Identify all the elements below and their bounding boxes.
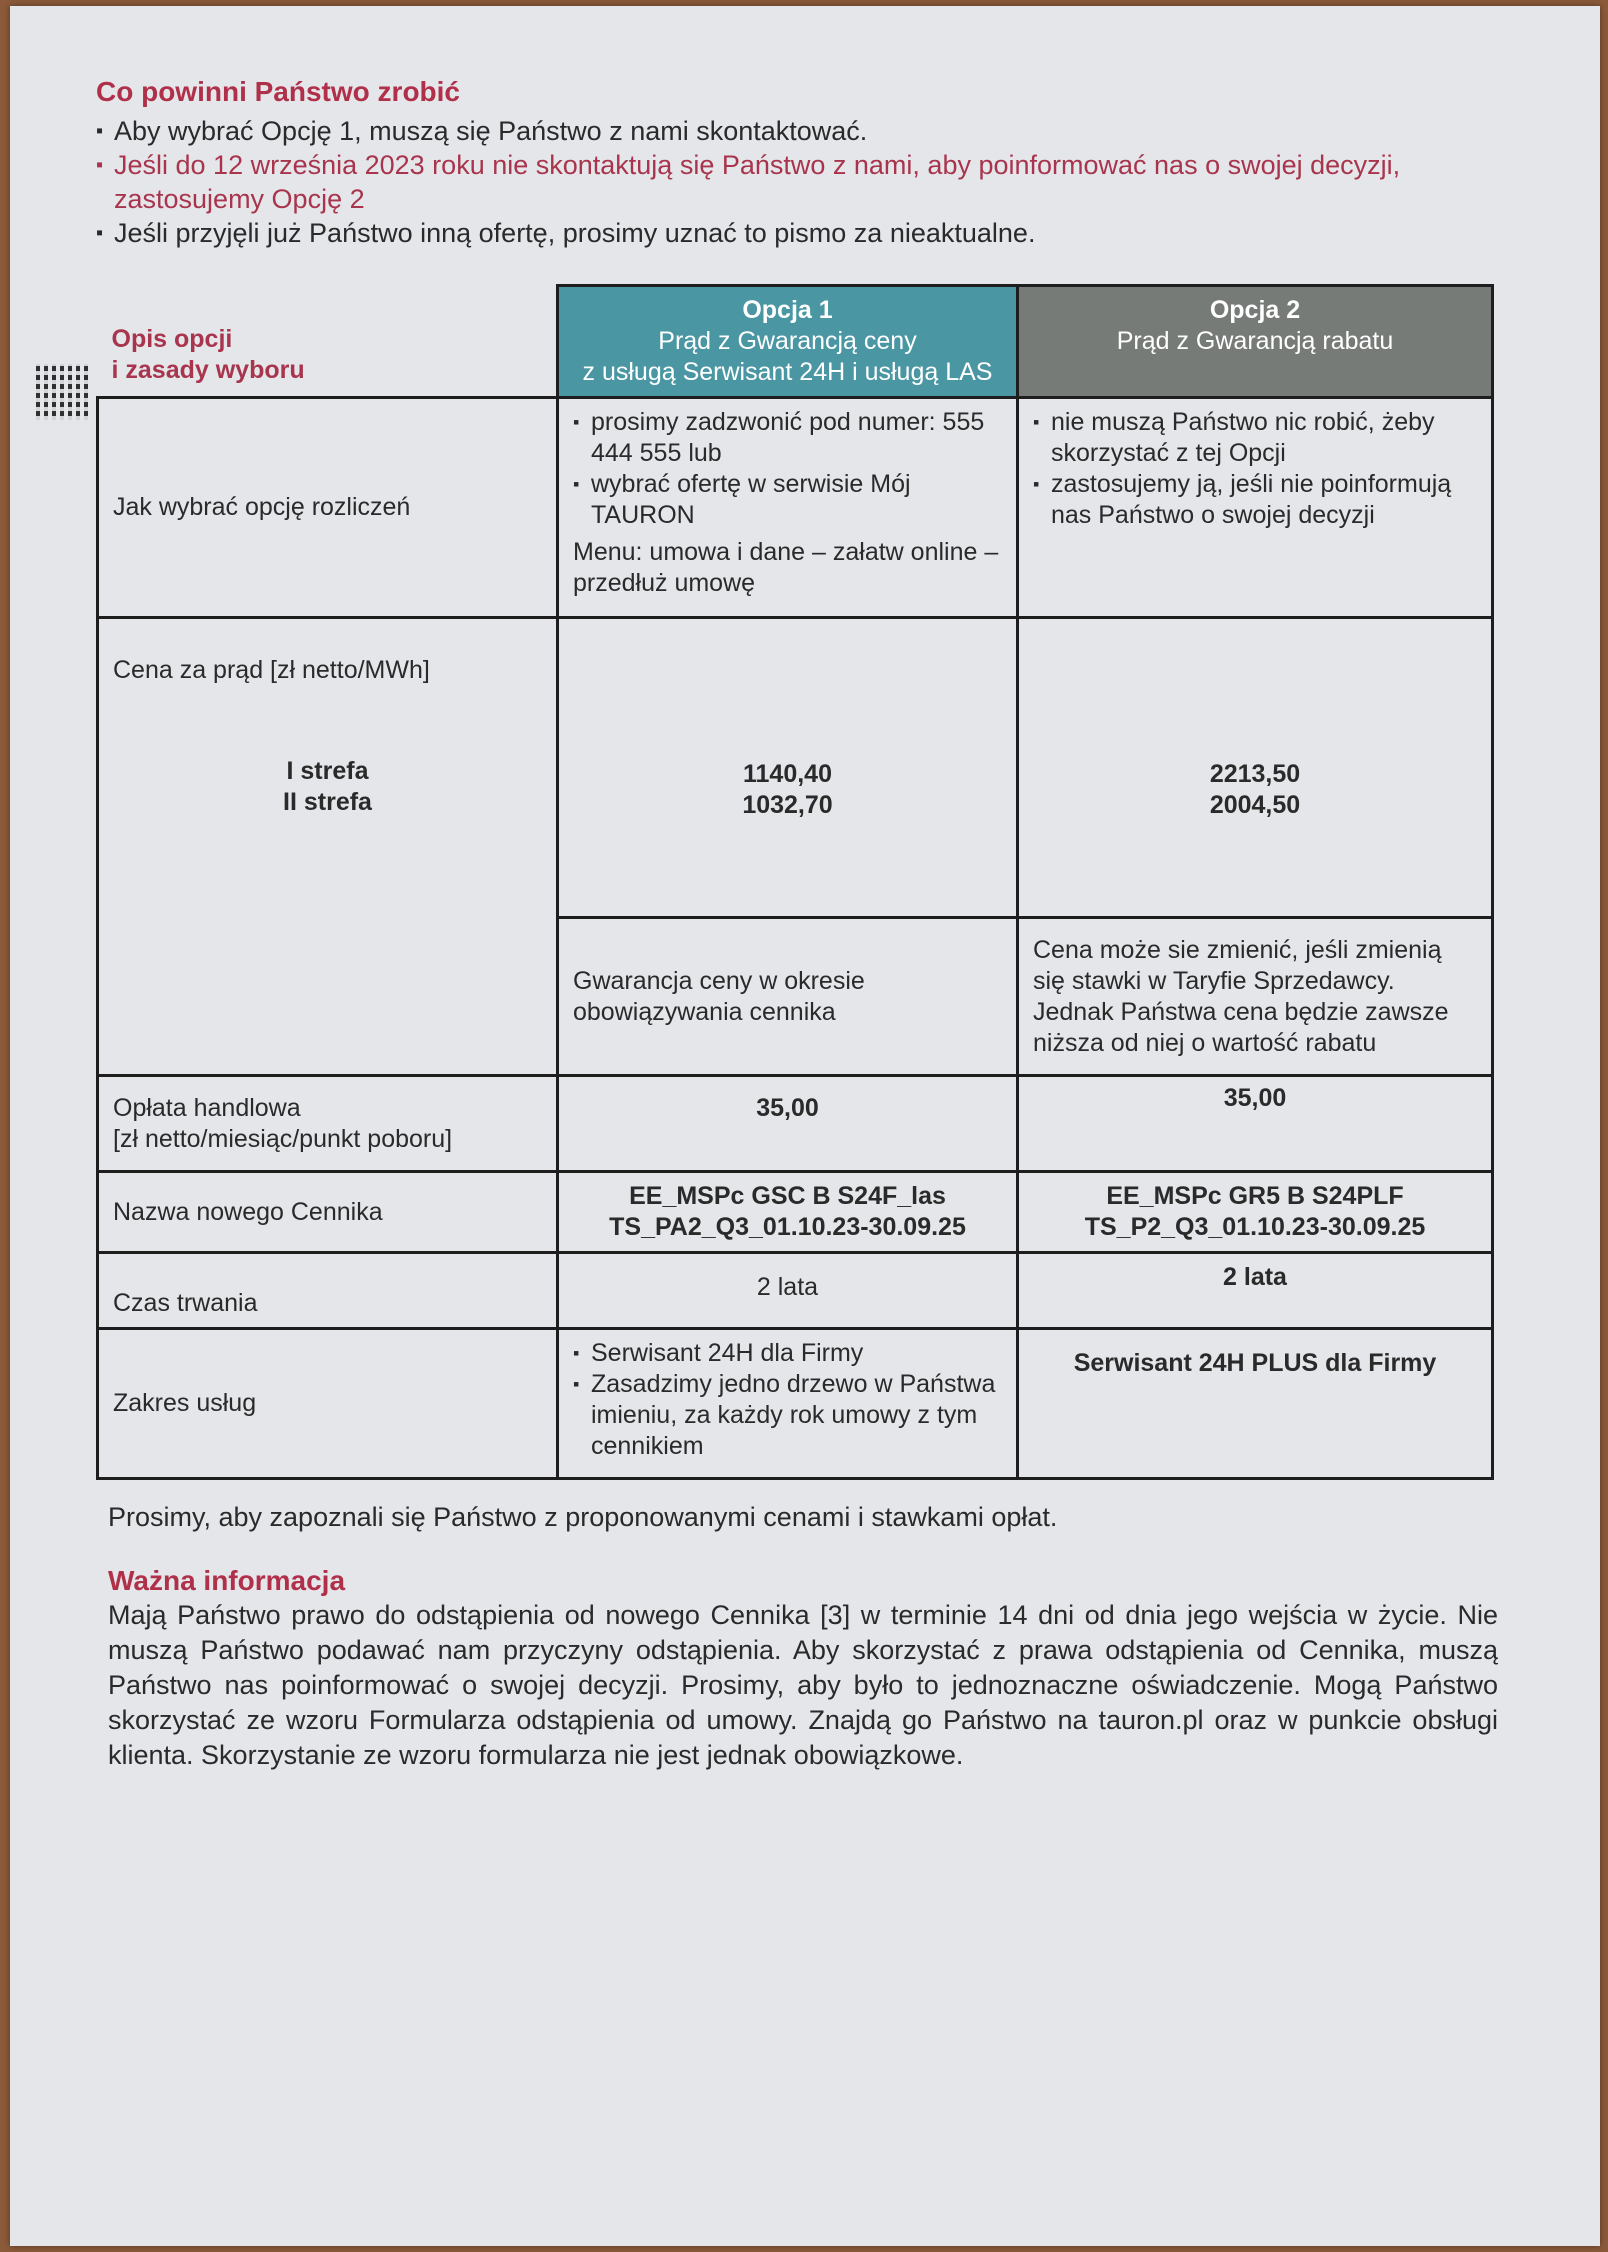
table-row-services: [98, 1329, 1493, 1479]
row-label: Cena za prąd [zł netto/MWh]: [113, 656, 430, 684]
option-1-tariff-period: TS_PA2_Q3_01.10.23-30.09.25: [609, 1213, 966, 1241]
option-2-tariff: [1018, 1172, 1493, 1253]
option-1-cell: [558, 398, 1018, 618]
important-info-heading: Ważna informacja: [108, 1565, 346, 1596]
option-2-bullet: ▪ zastosujemy ją, jeśli nie poinformują nas Państwo o swojej decyzji: [1033, 469, 1477, 531]
row-label: Nazwa nowego Cennika: [98, 1172, 558, 1253]
option-1-bullet: ▪ prosimy zadzwonić pod numer: 555 444 555 lub: [573, 407, 1002, 469]
option-1-tariff-code: EE_MSPc GSC B S24F_las: [629, 1182, 946, 1210]
option-2-subtitle: Prąd z Gwarancją rabatu: [1116, 327, 1394, 355]
header-description: [98, 286, 558, 398]
table-row-fee: [98, 1076, 1493, 1172]
section-heading: Co powinni Państwo zrobić: [96, 76, 460, 107]
option-2-price-note: Cena może sie zmienić, jeśli zmienią się stawki w Taryfie Sprzedawcy. Jednak Państwa cena będzie zawsze niższa od niej o wartość rabatu: [1018, 918, 1493, 1076]
option-2-bullet: ▪ nie muszą Państwo nic robić, żeby skorzystać z tej Opcji: [1033, 407, 1477, 469]
row-label: Jak wybrać opcję rozliczeń: [98, 398, 558, 618]
option-2-prices: [1018, 618, 1493, 918]
option-2-tariff-code: EE_MSPc GR5 B S24PLF: [1106, 1182, 1404, 1210]
option-2-title: Opcja 2: [1209, 296, 1301, 324]
important-info-body: Mają Państwo prawo do odstąpienia od nowego Cennika [3] w terminie 14 dni od dnia jego wejścia w życie. Nie muszą Państwo podawać nam przyczyny odstąpienia. Aby skorzystać z prawa odstąpienia od Cennika, muszą Państwo nas poinformować o swojej decyzji. Prosimy, aby było to jednoznaczne oświadczenie. Mogą Państwo skorzystać ze wzoru Formularza odstąpienia od umowy. Znajdą go Państwo na tauron.pl oraz w punkcie obsługi klienta. Skorzystanie ze wzoru formularza nie jest jednak obowiązkowe.: [108, 1600, 1498, 1770]
option-1-duration: 2 lata: [558, 1253, 1018, 1329]
option-1-prices: [558, 618, 1018, 918]
important-info-section: [108, 1500, 1498, 1773]
option-1-title: Opcja 1: [742, 296, 833, 324]
datamatrix-code: [36, 364, 92, 420]
option-2-duration: 2 lata: [1018, 1253, 1493, 1329]
option-1-zone-2-price: 1032,70: [742, 791, 833, 819]
row-label: Opłata handlowa: [113, 1094, 301, 1122]
letter-page: [10, 6, 1600, 2246]
table-row-tariff: [98, 1172, 1493, 1253]
row-label: Zakres usług: [98, 1329, 558, 1479]
table-header-row: [98, 286, 1493, 398]
instruction-item: ▪ Jeśli przyjęli już Państwo inną ofertę, prosimy uznać to pismo za nieaktualne.: [96, 216, 1516, 250]
review-note: Prosimy, aby zapoznali się Państwo z proponowanymi cenami i stawkami opłat.: [108, 1502, 1058, 1532]
option-2-fee: 35,00: [1018, 1076, 1493, 1172]
option-2-tariff-period: TS_P2_Q3_01.10.23-30.09.25: [1084, 1213, 1426, 1241]
options-table: [96, 284, 1494, 1480]
instructions-section: [96, 76, 1516, 250]
option-1-bullet: ▪ wybrać ofertę w serwisie Mój TAURON: [573, 469, 1002, 531]
row-label: Czas trwania: [98, 1253, 558, 1329]
option-1-services: [558, 1329, 1018, 1479]
header-desc-line1: Opis opcji: [111, 324, 233, 353]
option-1-subtitle: Prąd z Gwarancją ceny: [658, 327, 917, 355]
table-row-price: [98, 618, 1493, 918]
header-option-1: [558, 286, 1018, 398]
option-1-service-item: ▪ Zasadzimy jedno drzewo w Państwa imieniu, za każdy rok umowy z tym cennikiem: [573, 1369, 1002, 1462]
option-2-services: Serwisant 24H PLUS dla Firmy: [1018, 1329, 1493, 1479]
instruction-item-default-option: ▪ Jeśli do 12 września 2023 roku nie skontaktują się Państwo z nami, aby poinformować nas o swojej decyzji, zastosujemy Opcję 2: [96, 148, 1516, 216]
option-2-zone-2-price: 2004,50: [1209, 791, 1301, 819]
header-desc-line2: i zasady wyboru: [111, 355, 305, 384]
instruction-item: ▪ Aby wybrać Opcję 1, muszą się Państwo z nami skontaktować.: [96, 114, 1516, 148]
option-1-price-note: Gwarancja ceny w okresie obowiązywania cennika: [558, 918, 1018, 1076]
option-1-subtitle-2: z usługą Serwisant 24H i usługą LAS: [582, 358, 993, 386]
table-row-duration: [98, 1253, 1493, 1329]
option-1-tariff: [558, 1172, 1018, 1253]
option-1-service-item: ▪ Serwisant 24H dla Firmy: [573, 1338, 1002, 1369]
option-1-menu-path: Menu: umowa i dane – załatw online – przedłuż umowę: [573, 538, 999, 597]
instructions-list: [96, 114, 1516, 250]
option-1-zone-1-price: 1140,40: [743, 760, 832, 788]
zone-1-label: I strefa: [286, 757, 369, 785]
option-2-zone-1-price: 2213,50: [1209, 760, 1301, 788]
row-label-price: [98, 618, 558, 1076]
zone-labels: [113, 756, 542, 818]
option-1-fee: 35,00: [558, 1076, 1018, 1172]
header-option-2: [1018, 286, 1493, 398]
option-2-cell: [1018, 398, 1493, 618]
row-label-unit: [zł netto/miesiąc/punkt poboru]: [113, 1125, 453, 1153]
table-row-choose: [98, 398, 1493, 618]
zone-2-label: II strefa: [283, 788, 372, 816]
row-label-fee: [98, 1076, 558, 1172]
